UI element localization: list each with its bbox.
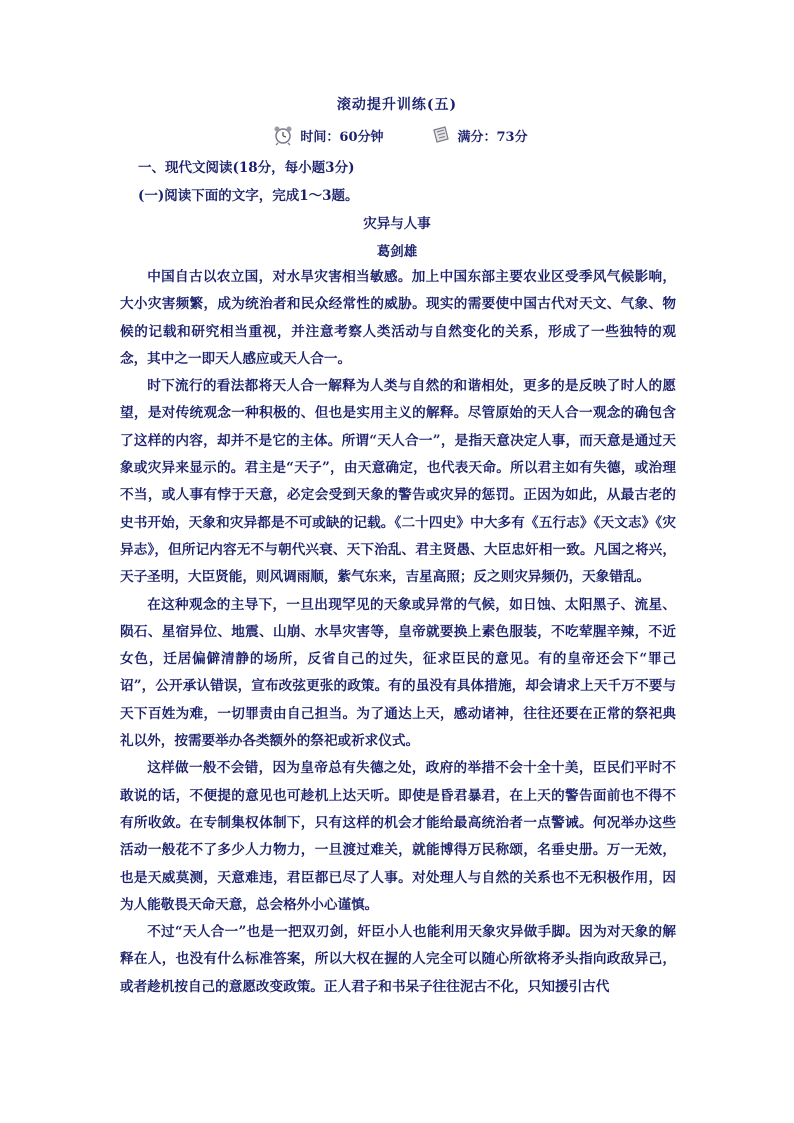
subsection-instruction: (一)阅读下面的文字，完成1～3题。 [138, 188, 359, 204]
exam-meta [0, 124, 794, 146]
alarm-clock-icon [272, 124, 294, 146]
article-author: 葛剑雄 [376, 244, 418, 260]
exam-paper-icon [430, 124, 452, 146]
full-score: 满分：73分 [457, 129, 528, 145]
exercise-title: 滚动提升训练(五) [336, 97, 458, 113]
paragraph: 在这种观念的主导下，一旦出现罕见的天象或异常的气候，如日蚀、太阳黑子、流星、陨石、星宿异位、地震、山崩、水旱灾害等，皇帝就要换上素色服装，不吃荤腥辛辣，不近女色，迁居偏僻清静的场所，反省自己的过失，征求臣民的意见。有的皇帝还会下“罪己诏”，公开承认错误，宣布改弦更张的政策。有的虽没有具体措施，却会请求上天千万不要与天下百姓为难，一切罪责由自己担当。为了通达上天，感动诸神，往往还要在正常的祭祀典礼以外，按需要举办各类额外的祭祀或祈求仪式。 [120, 596, 676, 750]
section-heading: 一、现代文阅读(18分，每小题3分) [138, 160, 355, 176]
paragraph: 中国自古以农立国，对水旱灾害相当敏感。加上中国东部主要农业区受季风气候影响，大小灾害频繁，成为统治者和民众经常性的威胁。现实的需要使中国古代对天文、气象、物候的记载和研究相当重视，并注意考察人类活动与自然变化的关系，形成了一些独特的观念，其中之一即天人感应或天人合一。 [120, 269, 676, 367]
paragraph: 不过“天人合一”也是一把双刃剑，奸臣小人也能利用天象灾异做手脚。因为对天象的解释在人，也没有什么标准答案，所以大权在握的人完全可以随心所欲将矛头指向政敌异己，或者趁机按自己的意愿改变政策。正人君子和书呆子往往泥古不化，只知援引古代 [120, 924, 676, 995]
article-title: 灾异与人事 [363, 216, 431, 232]
paragraph: 这样做一般不会错，因为皇帝总有失德之处，政府的举措不会十全十美，臣民们平时不敢说的话，不便提的意见也可趁机上达天听。即使是昏君暴君，在上天的警告面前也不得不有所收敛。在专制集权体制下，只有这样的机会才能给最高统治者一点警诫。何况举办这些活动一般花不了多少人力物力，一旦渡过难关，就能博得万民称颂，名垂史册。万一无效，也是天威莫测，天意难违，君臣都已尽了人事。对处理人与自然的关系也不无积极作用，因为人能敬畏天命天意，总会格外小心谨慎。 [120, 760, 676, 913]
time-limit: 时间：60分钟 [300, 129, 384, 145]
paragraph: 时下流行的看法都将天人合一解释为人类与自然的和谐相处，更多的是反映了时人的愿望，是对传统观念一种积极的、但也是实用主义的解释。尽管原始的天人合一观念的确包含了这样的内容，却并不是它的主体。所谓“天人合一”，是指天意决定人事，而天意是通过天象或灾异来显示的。君主是“天子”，由天意确定，也代表天命。所以君主如有失德，或治理不当，或人事有悖于天意，必定会受到天象的警告或灾异的惩罚。正因为如此，从最古老的史书开始，天象和灾异都是不可或缺的记载。《二十四史》中大多有《五行志》《天文志》《灾异志》，但所记内容无不与朝代兴衰、天下治乱、君主贤愚、大臣忠奸相一致。凡国之将兴，天子圣明，大臣贤能，则风调雨顺，紫气东来，吉星高照；反之则灾异频仍，天象错乱。 [120, 378, 676, 586]
article-body [120, 264, 676, 1001]
